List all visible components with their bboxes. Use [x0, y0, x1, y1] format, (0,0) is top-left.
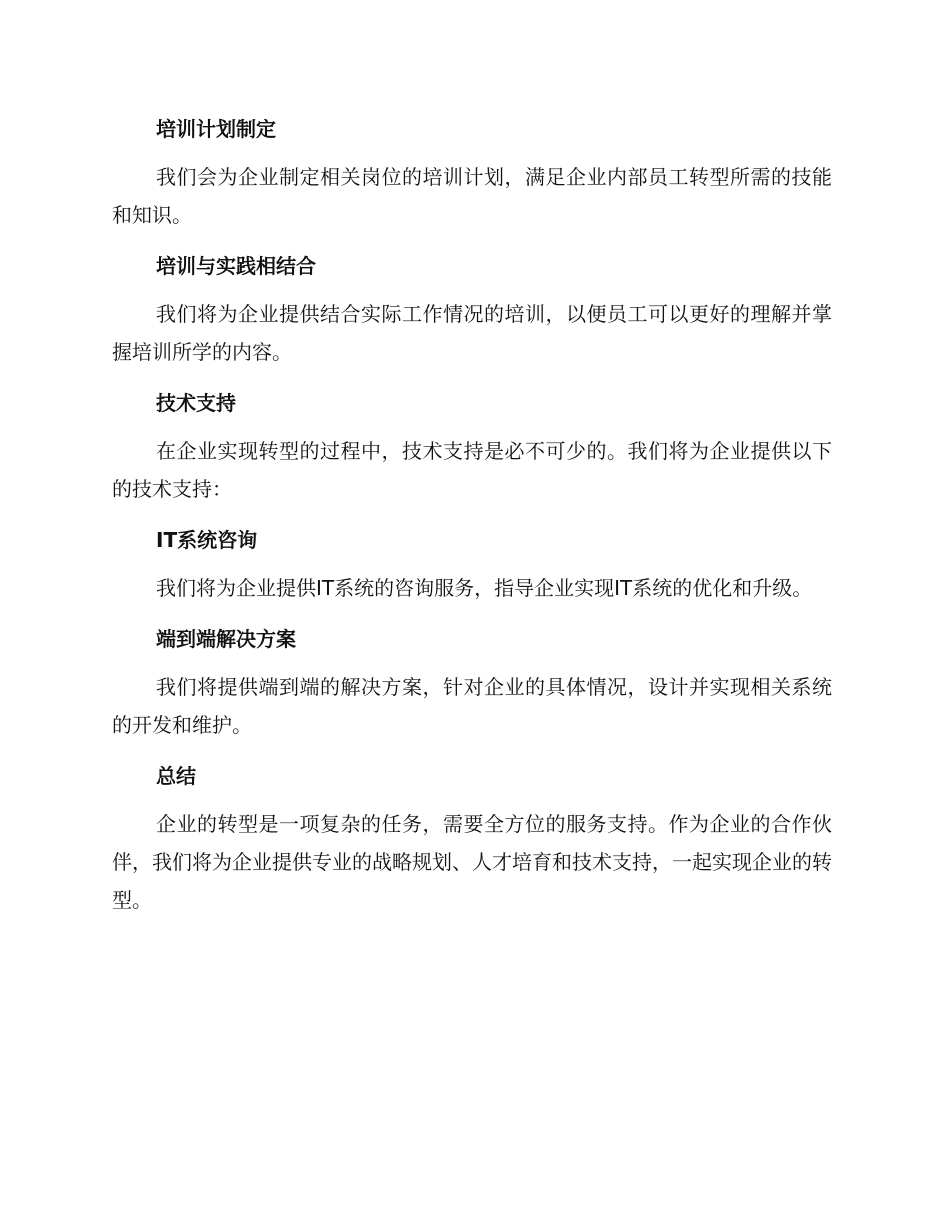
section-heading: 技术支持 — [156, 391, 236, 415]
section-paragraph: 我们将为企业提供结合实际工作情况的培训，以便员工可以更好的理解并掌握培训所学的内容。 — [112, 302, 832, 364]
section-paragraph: 企业的转型是一项复杂的任务，需要全方位的服务支持。作为企业的合作伙伴，我们将为企业提供专业的战略规划、人才培育和技术支持，一起实现企业的转型。 — [112, 812, 832, 912]
section-heading: 培训计划制定 — [156, 117, 276, 141]
section-heading: 端到端解决方案 — [156, 627, 296, 651]
section-paragraph: 在企业实现转型的过程中，技术支持是必不可少的。我们将为企业提供以下的技术支持： — [112, 439, 832, 501]
document-body — [112, 110, 832, 932]
section-paragraph: 我们将提供端到端的解决方案，针对企业的具体情况，设计并实现相关系统的开发和维护。 — [112, 675, 832, 737]
section-it-consulting — [112, 521, 832, 607]
section-heading: IT系统咨询 — [156, 528, 258, 552]
section-heading: 培训与实践相结合 — [156, 254, 316, 278]
section-tech-support — [112, 384, 832, 508]
section-heading: 总结 — [156, 764, 196, 788]
section-paragraph: 我们将为企业提供IT系统的咨询服务，指导企业实现IT系统的优化和升级。 — [156, 576, 813, 600]
section-training-plan — [112, 110, 832, 234]
section-end-to-end — [112, 620, 832, 744]
section-summary — [112, 757, 832, 919]
section-paragraph: 我们会为企业制定相关岗位的培训计划，满足企业内部员工转型所需的技能和知识。 — [112, 165, 832, 227]
section-training-practice — [112, 247, 832, 371]
